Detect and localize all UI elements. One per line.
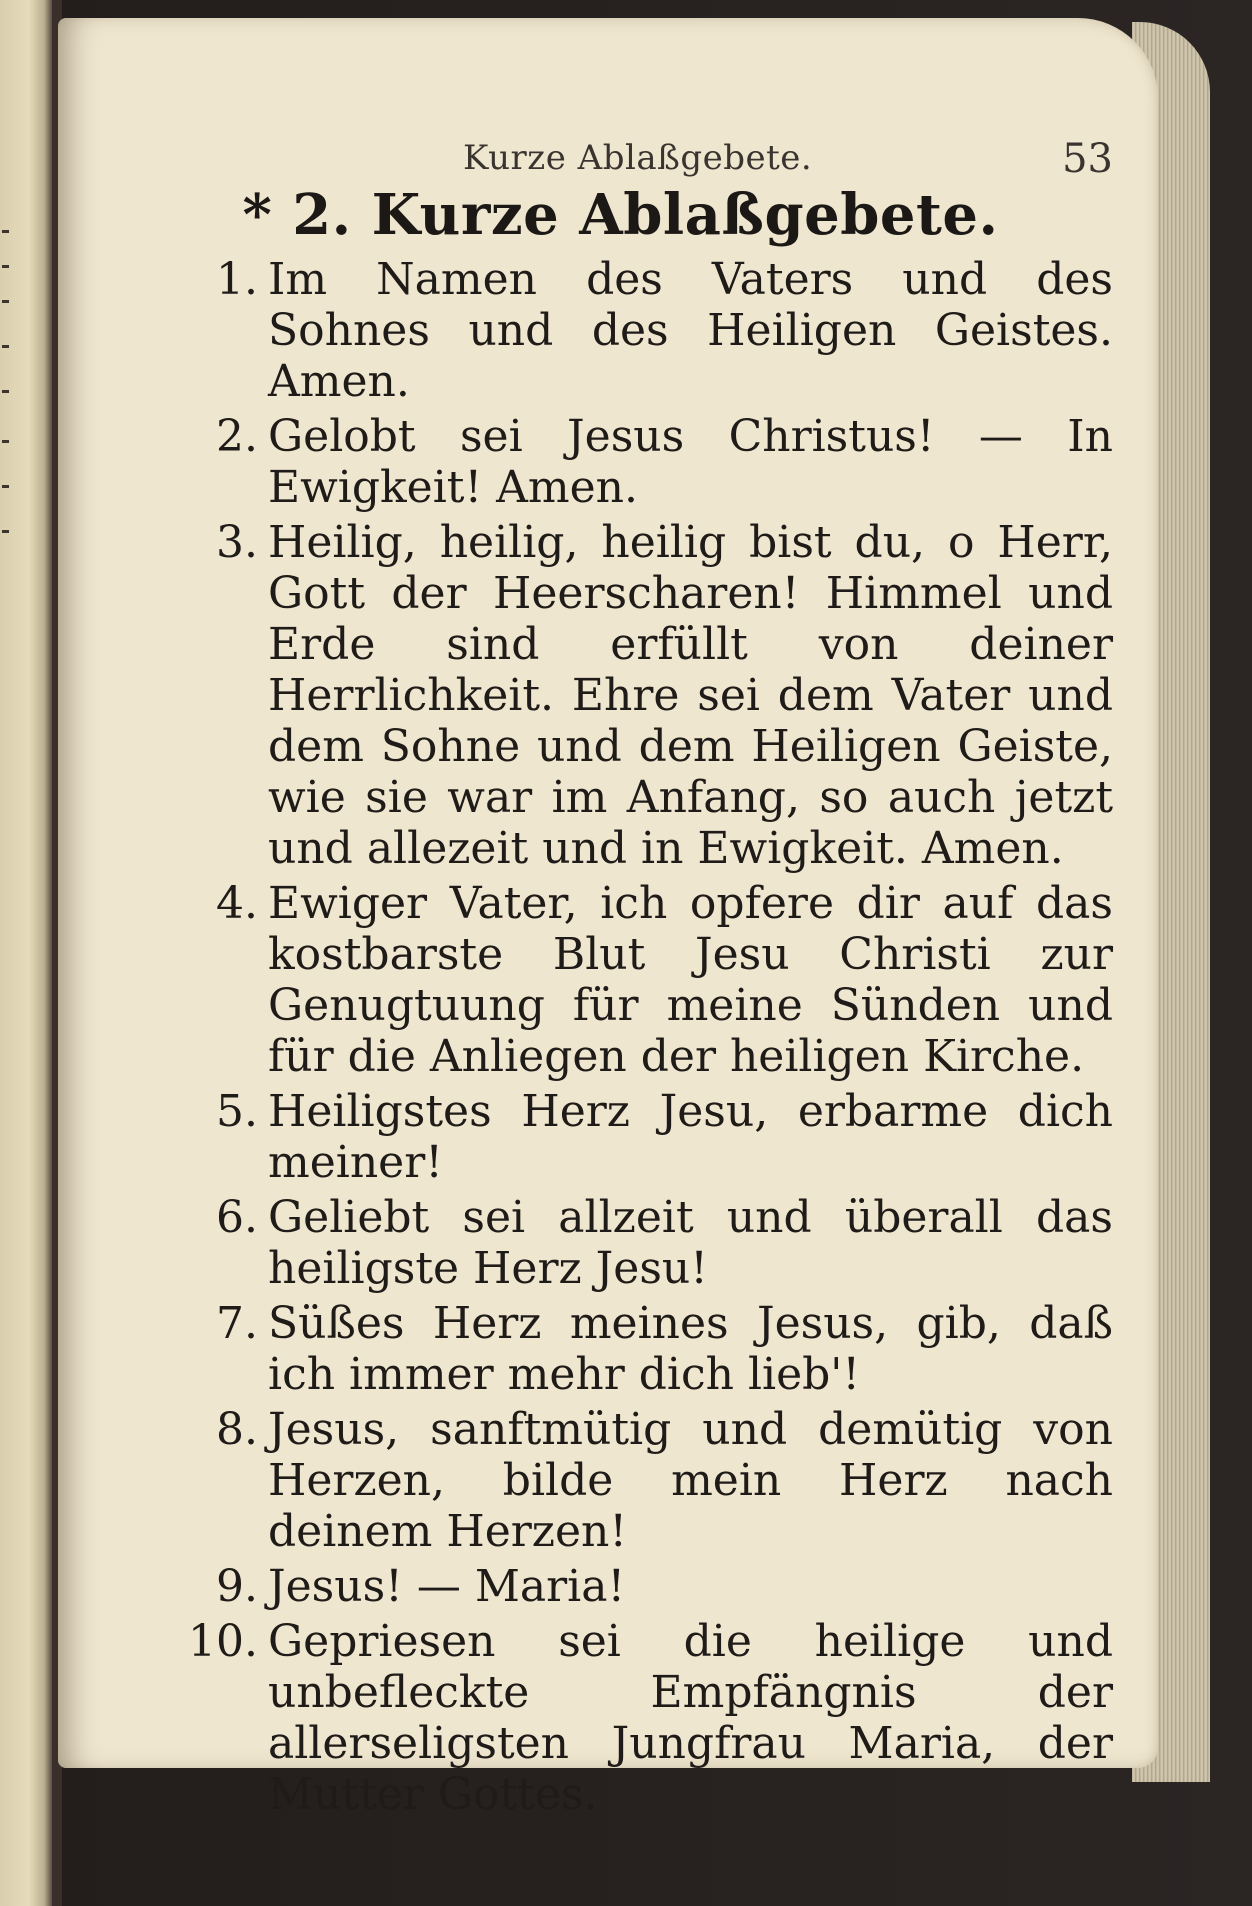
prayer-number: 5.: [216, 1086, 258, 1137]
page-content: [128, 118, 1113, 1824]
prayer-number: 3.: [216, 517, 258, 568]
print-mark: [2, 345, 9, 348]
prayer-number: 1.: [216, 254, 258, 305]
prayer-item: [128, 411, 1113, 513]
prayer-number: 6.: [216, 1192, 258, 1243]
prayer-number: 8.: [216, 1404, 258, 1455]
running-title: Kurze Ablaßgebete.: [463, 138, 813, 178]
prayer-item: [128, 1616, 1113, 1820]
prayer-text: Heiligstes Herz Jesu, erbarme dich meiner!: [268, 1086, 1113, 1188]
prayer-text: Gepriesen sei die heilige und unbefleckte Empfängnis der allerseligsten Jungfrau Maria, der Mutter Gottes.: [268, 1616, 1113, 1820]
prayer-item: [128, 254, 1113, 407]
running-head: [128, 118, 1113, 182]
prayer-item: [128, 1086, 1113, 1188]
prayer-text: Süßes Herz meines Jesus, gib, daß ich immer mehr dich lieb'!: [268, 1298, 1113, 1400]
page-number: 53: [1062, 136, 1113, 182]
prayer-text: Jesus! — Maria!: [268, 1561, 626, 1612]
prayer-number: 2.: [216, 411, 258, 462]
prayer-number: 9.: [216, 1561, 258, 1612]
prayer-item: [128, 1404, 1113, 1557]
prayer-text: Heilig, heilig, heilig bist du, o Herr, Gott der Heerscharen! Himmel und Erde sind erfüllt von deiner Herrlichkeit. Ehre sei dem Vater und dem Sohne und dem Heiligen Geiste, wie sie war im Anfang, so auch jetzt und allezeit und in Ewigkeit. Amen.: [268, 517, 1113, 874]
prayer-item: [128, 878, 1113, 1082]
print-mark: [2, 530, 9, 533]
print-mark: [2, 265, 9, 268]
prayer-text: Ewiger Vater, ich opfere dir auf das kostbarste Blut Jesu Christi zur Genugtuung für meine Sünden und für die Anliegen der heiligen Kirche.: [268, 878, 1113, 1082]
prayer-number: 7.: [216, 1298, 258, 1349]
prayer-item: [128, 1192, 1113, 1294]
prayer-item: [128, 1561, 1113, 1612]
book-page: [58, 18, 1158, 1820]
prayer-number: 10.: [188, 1616, 258, 1667]
prayer-text: Gelobt sei Jesus Christus! — In Ewigkeit! Amen.: [268, 411, 1113, 513]
print-mark: [2, 300, 9, 303]
section-title: * 2. Kurze Ablaßgebete.: [242, 182, 999, 248]
print-mark: [2, 230, 9, 233]
prayer-number: 4.: [216, 878, 258, 929]
previous-page-edge: [0, 0, 52, 1906]
prayer-list: [128, 254, 1113, 1820]
prayer-item: [128, 517, 1113, 874]
print-mark: [2, 440, 9, 443]
prayer-text: Geliebt sei allzeit und überall das heiligste Herz Jesu!: [268, 1192, 1113, 1294]
print-mark: [2, 485, 9, 488]
prayer-text: Im Namen des Vaters und des Sohnes und des Heiligen Geistes. Amen.: [268, 254, 1113, 407]
print-mark: [2, 390, 9, 393]
prayer-item: [128, 1298, 1113, 1400]
prayer-text: Jesus, sanftmütig und demütig von Herzen, bilde mein Herz nach deinem Herzen!: [268, 1404, 1113, 1557]
